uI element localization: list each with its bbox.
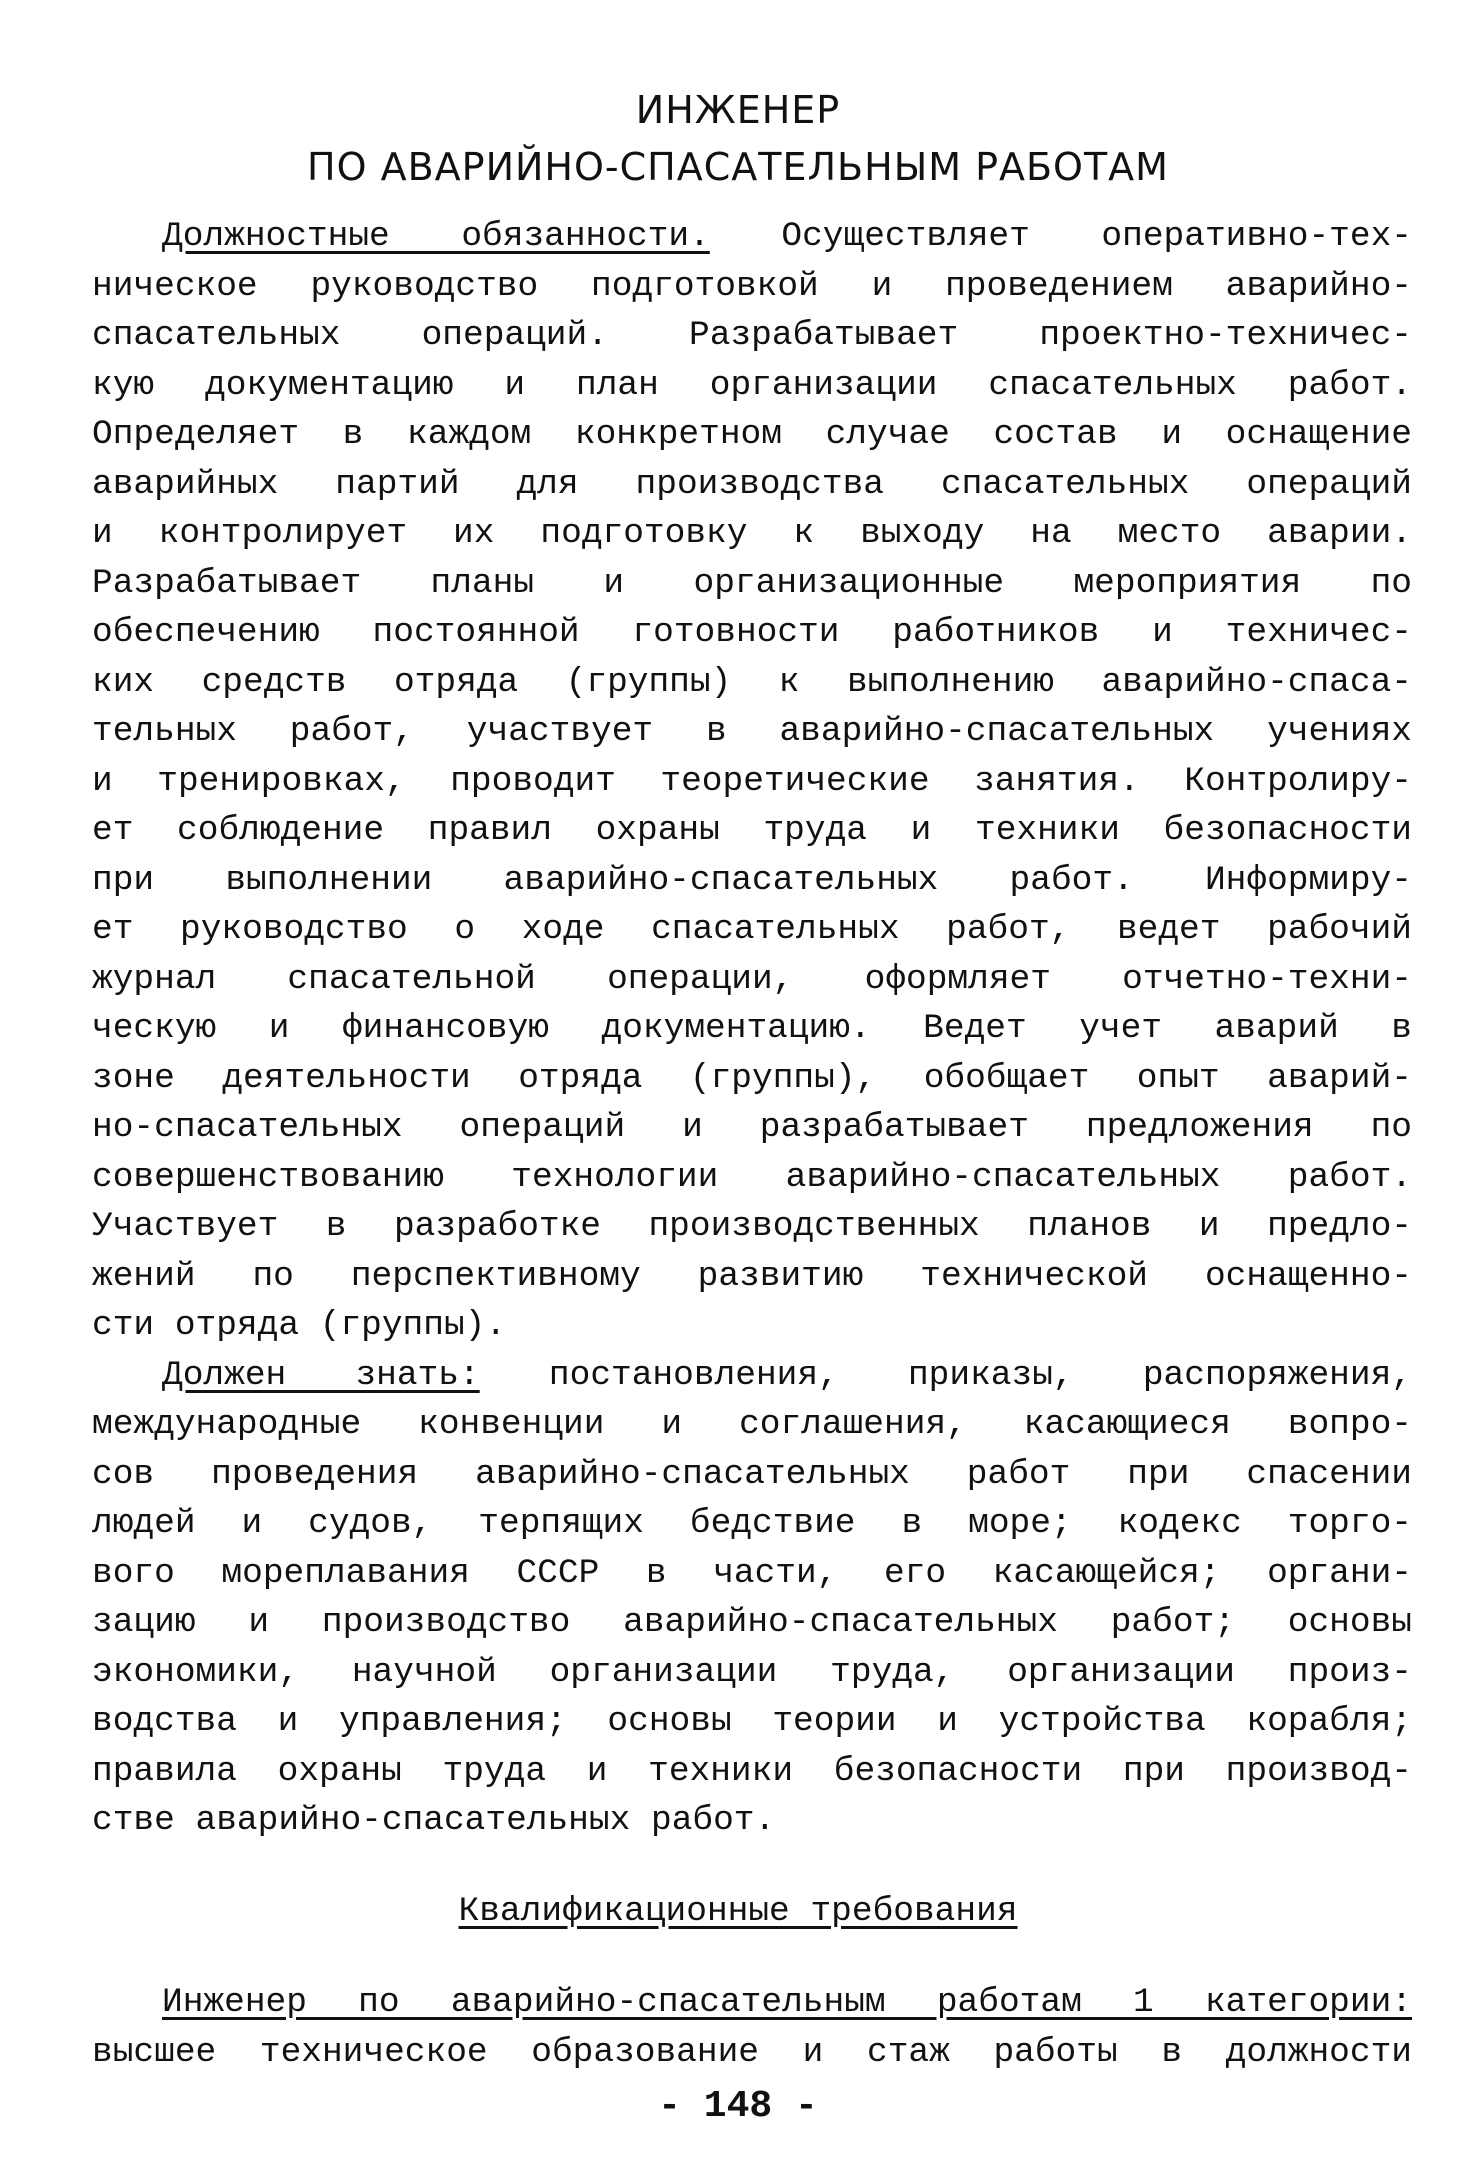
duties-line: журнал спасательной операции, оформляет отчетно-техни- (92, 959, 1412, 999)
duties-line: Определяет в каждом конкретном случае состав и оснащение (92, 415, 1412, 454)
duties-line: кую документацию и план организации спасательных работ. (92, 365, 1412, 405)
qualifications-heading-text: Квалификационные требования (458, 1892, 1018, 1931)
duties-line: ническое руководство подготовкой и проведением аварийно- (92, 266, 1412, 306)
document-body (92, 212, 1412, 1846)
title-line-1: ИНЖЕНЕР (635, 88, 841, 132)
duties-line: тельных работ, участвует в аварийно-спасательных учениях (92, 712, 1412, 751)
qualifications-heading (0, 1892, 1476, 1931)
duties-line: Разрабатывает планы и организационные мероприятия по (92, 563, 1412, 603)
title-line-2: ПО АВАРИЙНО-СПАСАТЕЛЬНЫМ РАБОТАМ (307, 145, 1169, 189)
qualifications-body (92, 1978, 1412, 2077)
duties-first-line (92, 212, 1412, 262)
knowledge-first-line (92, 1351, 1412, 1401)
duties-line: ет руководство о ходе спасательных работ, ведет рабочий (92, 910, 1412, 949)
knowledge-line: стве аварийно-спасательных работ. (92, 1801, 776, 1840)
knowledge-line: зацию и производство аварийно-спасательных работ; основы (92, 1603, 1412, 1642)
duties-line: ческую и финансовую документацию. Ведет учет аварий в (92, 1009, 1412, 1048)
duties-line: Осуществляет оперативно-тех- (781, 217, 1412, 256)
duties-line: зоне деятельности отряда (группы), обобщает опыт аварий- (92, 1058, 1412, 1098)
knowledge-line: водства и управления; основы теории и устройства корабля; (92, 1702, 1412, 1741)
knowledge-line: международные конвенции и соглашения, касающиеся вопро- (92, 1405, 1412, 1444)
knowledge-line: людей и судов, терпящих бедствие в море; кодекс торго- (92, 1504, 1412, 1543)
category1-label: Инженер по аварийно-спасательным работам 1 категории: (162, 1983, 1412, 2022)
duties-line: при выполнении аварийно-спасательных работ. Информиру- (92, 860, 1412, 900)
category1-text: высшее техническое образование и стаж работы в должности (92, 2032, 1412, 2072)
duties-line: сти отряда (группы). (92, 1306, 507, 1345)
duties-line: жений по перспективному развитию технической оснащенно- (92, 1256, 1412, 1296)
duties-line: спасательных операций. Разрабатывает проектно-техничес- (92, 316, 1412, 355)
knowledge-line: экономики, научной организации труда, организации произ- (92, 1652, 1412, 1692)
duties-label: Должностные обязанности. (162, 217, 710, 256)
knowledge-label: Должен знать: (162, 1355, 480, 1395)
duties-line: Участвует в разработке производственных планов и предло- (92, 1207, 1412, 1246)
duties-line: и тренировках, проводит теоретические занятия. Контролиру- (92, 761, 1412, 801)
page-number: - 148 - (658, 2085, 818, 2128)
knowledge-line: правила охраны труда и техники безопасности при производ- (92, 1751, 1412, 1791)
duties-line: и контролирует их подготовку к выходу на место аварии. (92, 514, 1412, 553)
duties-line: совершенствованию технологии аварийно-спасательных работ. (92, 1157, 1412, 1197)
knowledge-line: постановления, приказы, распоряжения, (548, 1355, 1412, 1395)
duties-line: аварийных партий для производства спасательных операций (92, 464, 1412, 504)
duties-line: ких средств отряда (группы) к выполнению аварийно-спаса- (92, 662, 1412, 702)
category1-line (92, 1978, 1412, 2028)
duties-line: но-спасательных операций и разрабатывает предложения по (92, 1108, 1412, 1147)
duties-line: ет соблюдение правил охраны труда и техники безопасности (92, 811, 1412, 850)
knowledge-line: сов проведения аварийно-спасательных работ при спасении (92, 1454, 1412, 1494)
duties-line: обеспечению постоянной готовности работников и техничес- (92, 613, 1412, 652)
knowledge-line: вого мореплавания СССР в части, его касающейся; органи- (92, 1553, 1412, 1593)
